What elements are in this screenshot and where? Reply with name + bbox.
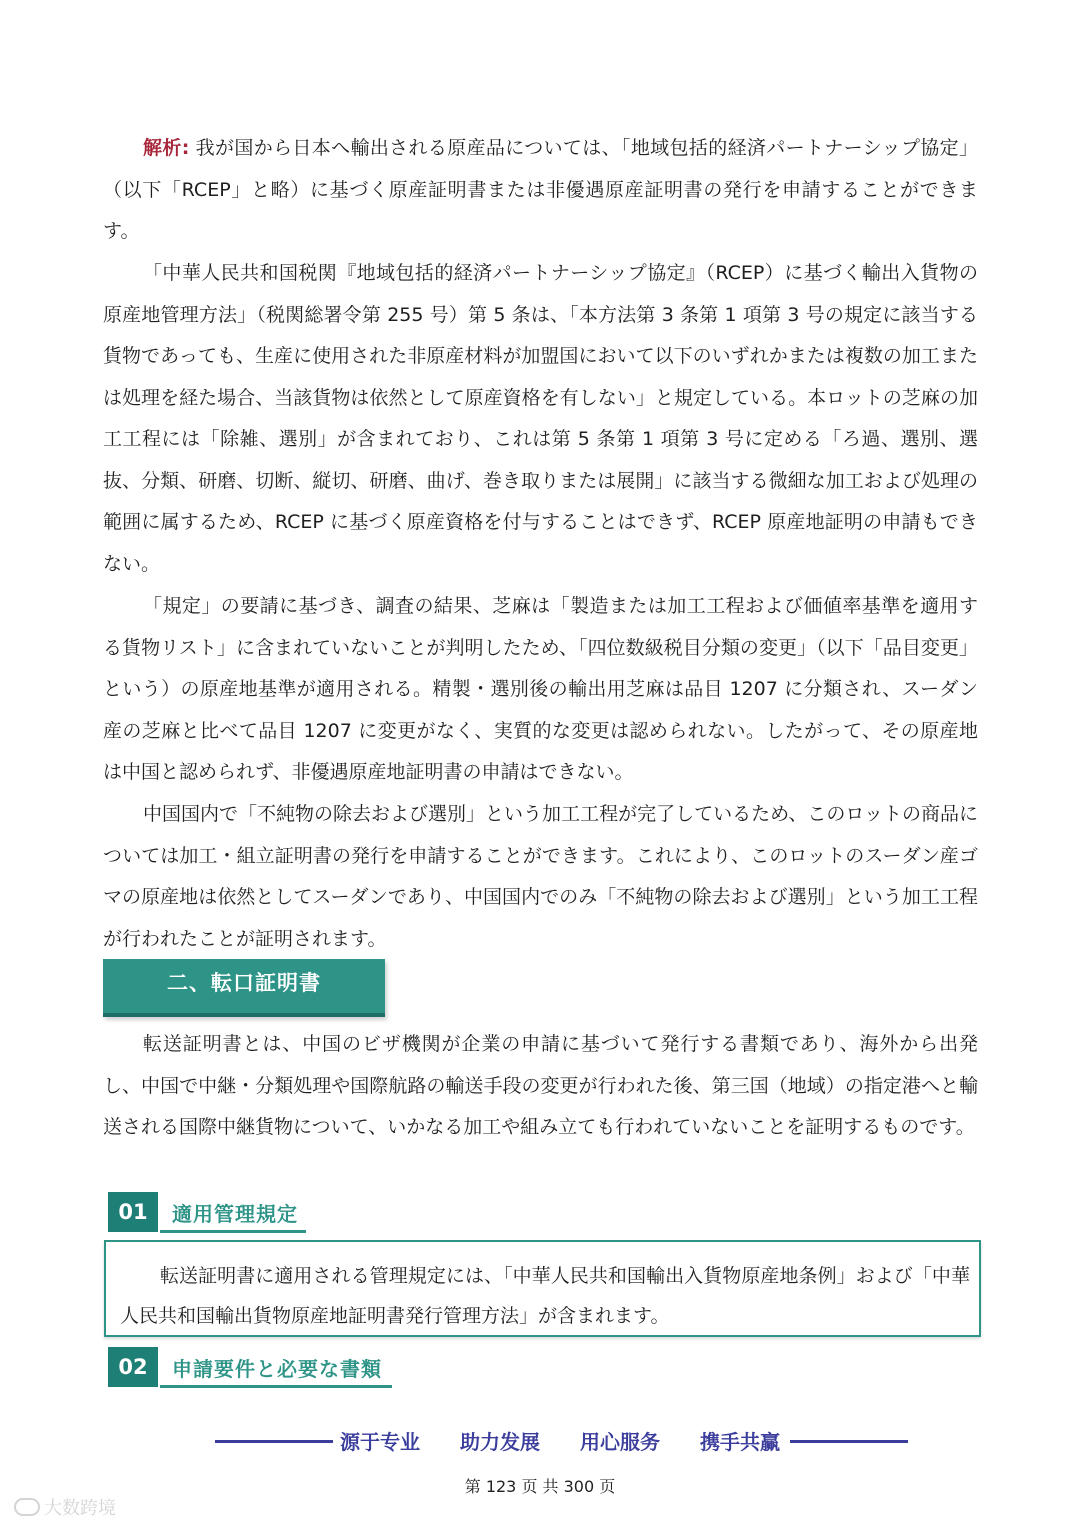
- processing-paragraph: 中国国内で「不純物の除去および選別」という加工工程が完了しているため、このロットの商品については加工・組立証明書の発行を申請することができます。これにより、このロットのスーダン産ゴマの原産地は依然としてスーダンであり、中国国内でのみ「不純物の除去および選別」という加工工程が行われたことが証明されます。: [103, 803, 978, 950]
- subsection-body-box: [104, 1240, 981, 1337]
- footer-slogan: [340, 1426, 780, 1455]
- corner-watermark: [14, 1494, 116, 1520]
- slogan-item: 源于专业: [340, 1430, 420, 1454]
- section-header: [103, 959, 385, 1017]
- subsection-underline: [160, 1385, 392, 1388]
- watermark-logo-icon: [14, 1498, 40, 1516]
- regulation-paragraph: 「中華人民共和国税関『地域包括的経済パートナーシップ協定』（RCEP）に基づく輸出入貨物の原産地管理方法」（税関総署令第 255 号）第 5 条は、「本方法第 3 条第 1 項第 3 号の規定に該当する貨物であっても、生産に使用された非原産材料が加盟国において以下のいずれかまたは複数の加工または処理を経た場合、当該貨物は依然として原産資格を有しない」と規定している。本ロットの芝麻の加工工程には「除雑、選別」が含まれており、これは第 5 条第 1 項第 3 号に定める「ろ過、選別、選抜、分類、研磨、切断、縦切、研磨、曲げ、巻き取りまたは展開」に該当する微細な加工および処理の範囲に属するため、RCEP に基づく原産資格を付与することはできず、RCEP 原産地証明の申請もできない。: [103, 262, 978, 575]
- subsection-title: 申請要件と必要な書類: [172, 1357, 382, 1381]
- subsection-number-badge: 02: [108, 1347, 158, 1387]
- background-watermark: ​: [543, 289, 657, 370]
- slogan-left-rule: [215, 1440, 333, 1443]
- analysis-label: 解析:: [143, 137, 190, 159]
- slogan-right-rule: [790, 1440, 908, 1443]
- subsection-underline: [160, 1230, 306, 1233]
- page-number: 第 123 页 共 300 页: [464, 1477, 616, 1496]
- slogan-item: 助力发展: [460, 1430, 540, 1454]
- section-title: 二、転口証明書: [167, 971, 321, 995]
- watermark-text: 大数跨境: [44, 1498, 116, 1519]
- paragraph-text: 我が国から日本へ輸出される原産品については、「地域包括的経済パートナーシップ協定」（以下「RCEP」と略）に基づく原産証明書または非優遇原産証明書の発行を申請することができます。: [103, 137, 978, 242]
- slogan-item: 携手共赢: [700, 1430, 780, 1454]
- subsection-body-text: 転送証明書に適用される管理規定には、「中華人民共和国輸出入貨物原産地条例」および「中華人民共和国輸出貨物原産地証明書発行管理方法」が含まれます。: [120, 1265, 970, 1327]
- slogan-item: 用心服务: [580, 1430, 660, 1454]
- subsection-number-badge: 01: [108, 1192, 158, 1232]
- rule-paragraph: 「規定」の要請に基づき、調査の結果、芝麻は「製造または加工工程および価値率基準を適用する貨物リスト」に含まれていないことが判明したため、「四位数級税目分類の変更」（以下「品目変更」という）の原産地基準が適用される。精製・選別後の輸出用芝麻は品目 1207 に分類され、スーダン産の芝麻と比べて品目 1207 に変更がなく、実質的な変更は認められない。したがって、その原産地は中国と認められず、非優遇原産地証明書の申請はできない。: [103, 595, 978, 783]
- section-intro-paragraph: 転送証明書とは、中国のビザ機関が企業の申請に基づいて発行する書類であり、海外から出発し、中国で中継・分類処理や国際航路の輸送手段の変更が行われた後、第三国（地域）の指定港へと輸送される国際中継貨物について、いかなる加工や組み立ても行われていないことを証明するものです。: [103, 1033, 978, 1138]
- analysis-paragraph: [103, 128, 978, 253]
- subsection-title: 適用管理規定: [172, 1202, 298, 1226]
